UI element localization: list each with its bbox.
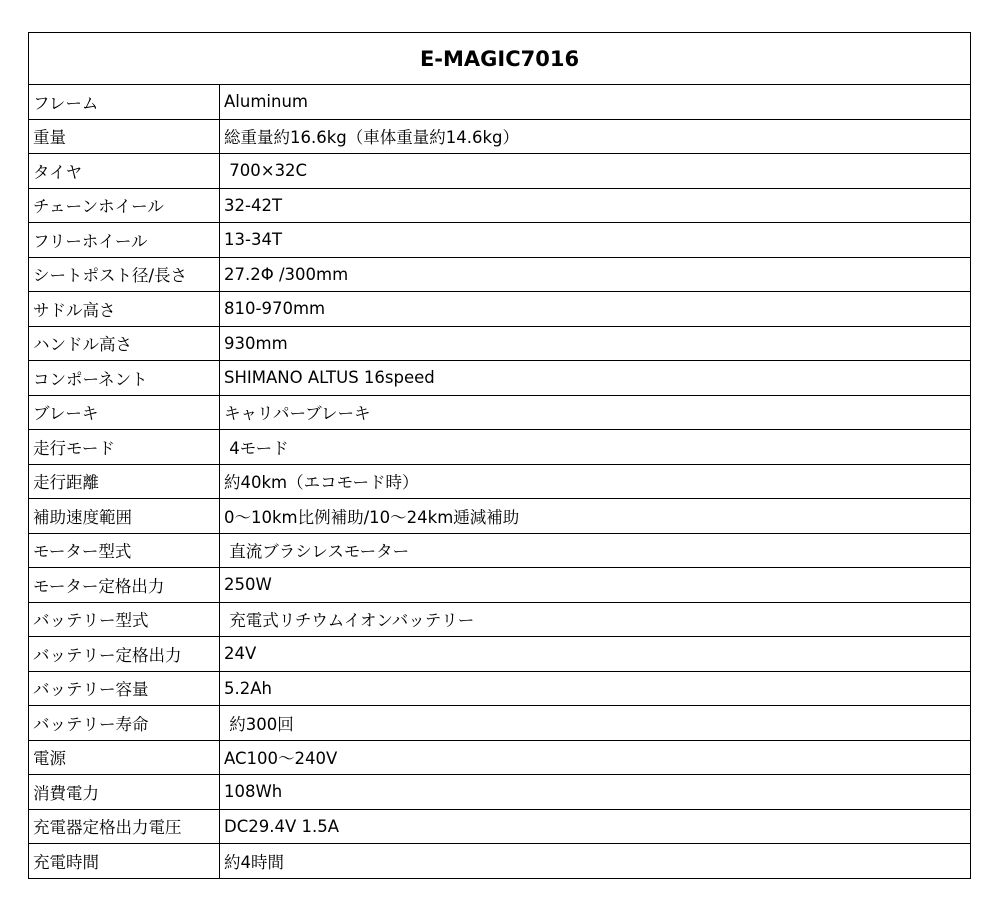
table-row — [29, 464, 971, 499]
spec-value: 108Wh — [220, 775, 971, 810]
spec-value: SHIMANO ALTUS 16speed — [220, 361, 971, 396]
table-row — [29, 740, 971, 775]
spec-label: バッテリー寿命 — [29, 706, 220, 741]
spec-label: 重量 — [29, 119, 220, 154]
spec-value: 約4時間 — [220, 844, 971, 879]
table-row — [29, 602, 971, 637]
spec-value: 930mm — [220, 326, 971, 361]
table-row — [29, 154, 971, 189]
table-row — [29, 257, 971, 292]
spec-value: 32-42T — [220, 188, 971, 223]
title-row — [29, 33, 971, 85]
table-row — [29, 292, 971, 327]
spec-value: 約40km（エコモード時） — [220, 464, 971, 499]
spec-value: 700×32C — [220, 154, 971, 189]
table-row — [29, 119, 971, 154]
table-row — [29, 671, 971, 706]
spec-label: フリーホイール — [29, 223, 220, 258]
spec-label: 消費電力 — [29, 775, 220, 810]
spec-label: 電源 — [29, 740, 220, 775]
spec-value: 4モード — [220, 430, 971, 465]
table-row — [29, 844, 971, 879]
table-row — [29, 706, 971, 741]
table-row — [29, 326, 971, 361]
spec-value: 約300回 — [220, 706, 971, 741]
spec-value: 13-34T — [220, 223, 971, 258]
spec-value: AC100～240V — [220, 740, 971, 775]
spec-value: 27.2Φ /300mm — [220, 257, 971, 292]
spec-label: シートポスト径/長さ — [29, 257, 220, 292]
table-row — [29, 809, 971, 844]
spec-value: 250W — [220, 568, 971, 603]
spec-value: Aluminum — [220, 85, 971, 120]
spec-value: 総重量約16.6kg（車体重量約14.6kg） — [220, 119, 971, 154]
spec-value: 24V — [220, 637, 971, 672]
spec-label: フレーム — [29, 85, 220, 120]
spec-label: 走行距離 — [29, 464, 220, 499]
spec-label: モーター定格出力 — [29, 568, 220, 603]
spec-label: モーター型式 — [29, 533, 220, 568]
spec-value: 直流ブラシレスモーター — [220, 533, 971, 568]
spec-label: 走行モード — [29, 430, 220, 465]
spec-value: DC29.4V 1.5A — [220, 809, 971, 844]
table-row — [29, 499, 971, 534]
spec-value: キャリパーブレーキ — [220, 395, 971, 430]
table-row — [29, 361, 971, 396]
table-row — [29, 430, 971, 465]
spec-label: 充電器定格出力電圧 — [29, 809, 220, 844]
spec-label: 補助速度範囲 — [29, 499, 220, 534]
spec-label: チェーンホイール — [29, 188, 220, 223]
table-row — [29, 637, 971, 672]
table-row — [29, 395, 971, 430]
spec-label: コンポーネント — [29, 361, 220, 396]
table-row — [29, 188, 971, 223]
spec-value: 0～10km比例補助/10～24km逓減補助 — [220, 499, 971, 534]
table-row — [29, 533, 971, 568]
spec-table — [28, 32, 971, 879]
spec-value: 810-970mm — [220, 292, 971, 327]
spec-label: バッテリー容量 — [29, 671, 220, 706]
spec-value: 充電式リチウムイオンバッテリー — [220, 602, 971, 637]
spec-body — [29, 85, 971, 879]
spec-label: ハンドル高さ — [29, 326, 220, 361]
spec-value: 5.2Ah — [220, 671, 971, 706]
spec-label: 充電時間 — [29, 844, 220, 879]
spec-label: ブレーキ — [29, 395, 220, 430]
table-row — [29, 85, 971, 120]
spec-label: サドル高さ — [29, 292, 220, 327]
table-title: E-MAGIC7016 — [29, 33, 971, 85]
spec-label: バッテリー型式 — [29, 602, 220, 637]
table-row — [29, 568, 971, 603]
spec-label: タイヤ — [29, 154, 220, 189]
table-row — [29, 223, 971, 258]
table-row — [29, 775, 971, 810]
spec-label: バッテリー定格出力 — [29, 637, 220, 672]
